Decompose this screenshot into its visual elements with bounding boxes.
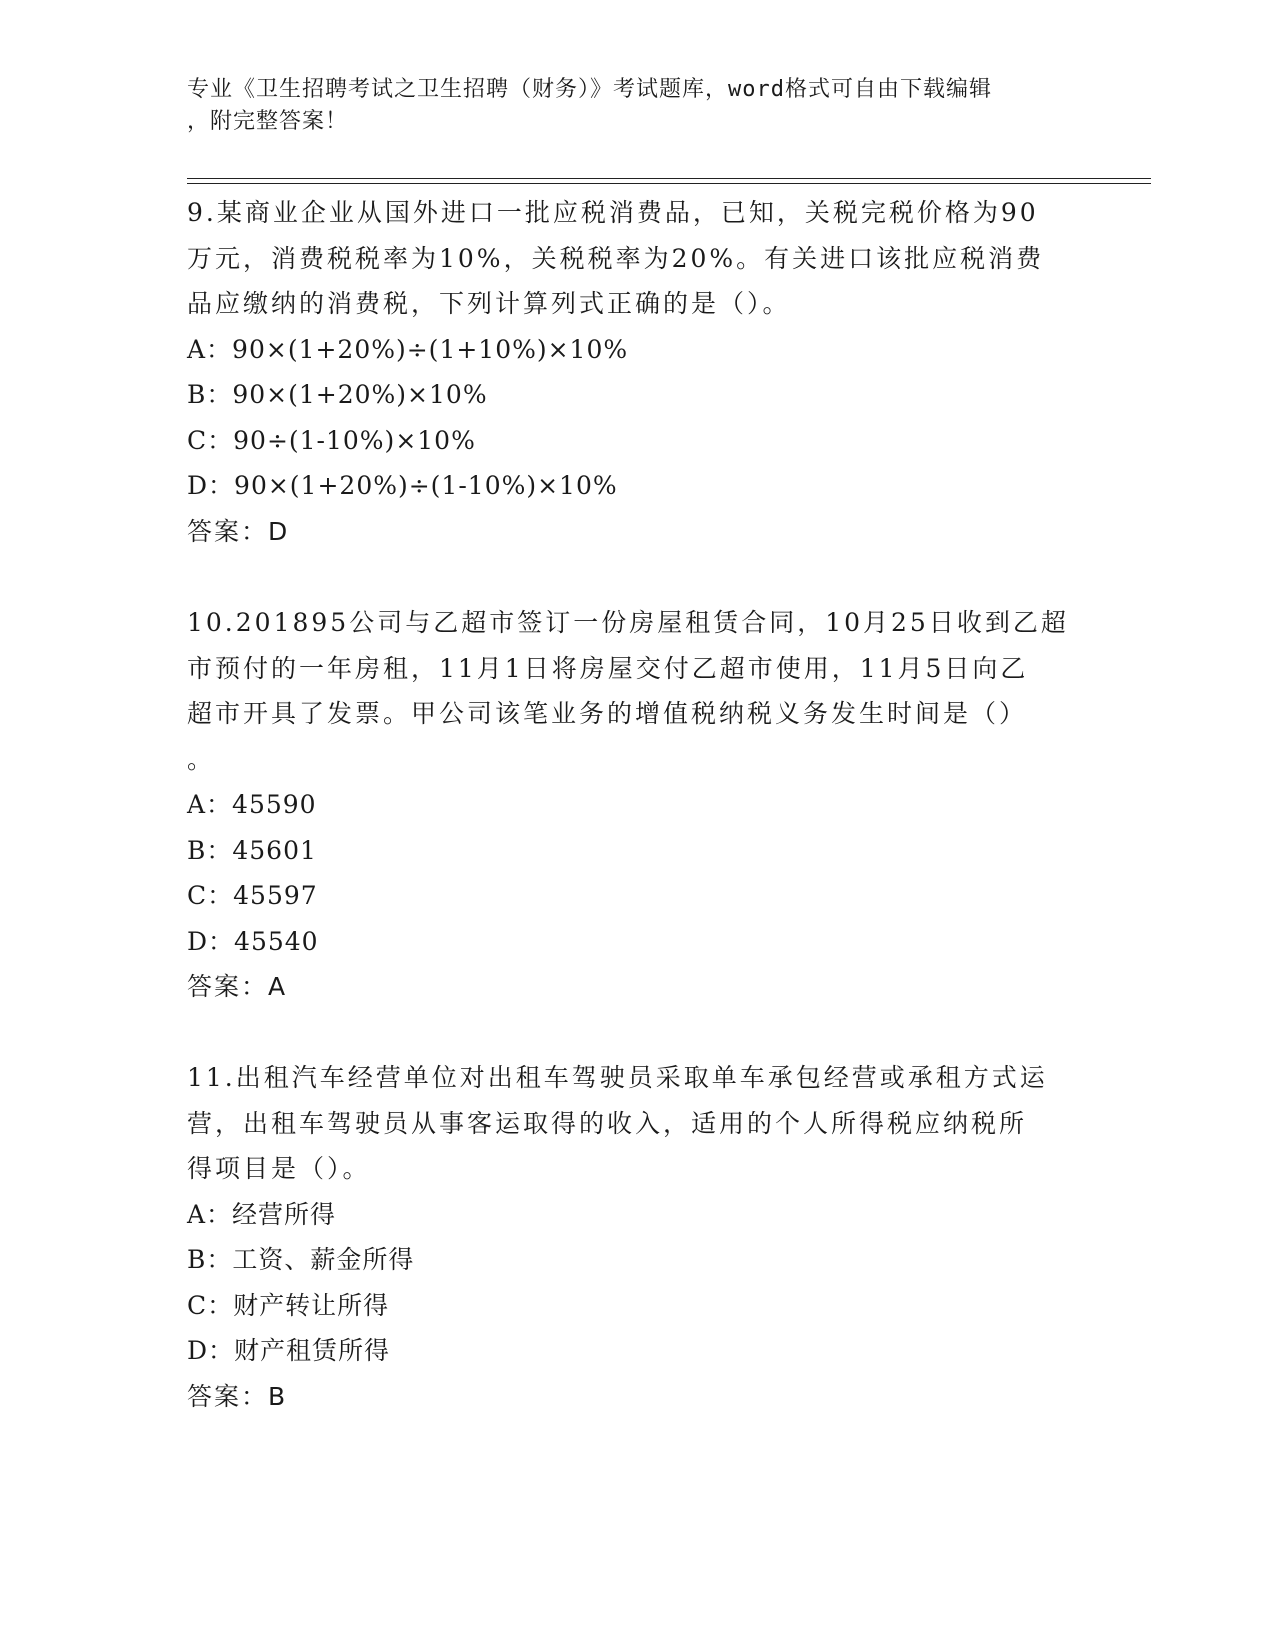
option-d: D：财产租赁所得 <box>187 1336 391 1365</box>
option-b: B：90×(1+20%)×10% <box>187 380 488 409</box>
question-stem <box>187 190 1087 327</box>
option-a: A：经营所得 <box>187 1199 337 1229</box>
answer: 答案：A <box>187 972 288 1001</box>
option-c: C：90÷(1-10%)×10% <box>187 425 476 455</box>
option-b: B：工资、薪金所得 <box>187 1245 415 1274</box>
stem-line: 10.201895公司与乙超市签订一份房屋租赁合同，10月25日收到乙超 <box>187 608 1069 637</box>
option-c: C：财产转让所得 <box>187 1290 390 1320</box>
stem-line: 万元，消费税税率为10%，关税税率为20%。有关进口该批应税消费 <box>187 243 1045 273</box>
stem-line: 。 <box>187 744 216 774</box>
header-divider-bottom <box>187 183 1151 184</box>
option-c: C：45597 <box>187 881 318 910</box>
header-line-2: ，附完整答案！ <box>187 109 349 134</box>
answer: 答案：D <box>187 516 290 546</box>
question-stem <box>187 600 1087 782</box>
stem-line: 市预付的一年房租，11月1日将房屋交付乙超市使用，11月5日向乙 <box>187 653 1029 683</box>
question-10 <box>187 600 1087 1010</box>
option-a: A：45590 <box>187 790 317 819</box>
option-d: D：45540 <box>187 926 319 956</box>
document-header <box>187 74 1067 138</box>
option-a: A：90×(1+20%)÷(1+10%)×10% <box>187 334 629 364</box>
stem-line: 品应缴纳的消费税，下列计算列式正确的是（）。 <box>187 289 791 318</box>
question-9 <box>187 190 1087 554</box>
stem-line: 得项目是（）。 <box>187 1154 371 1183</box>
option-b: B：45601 <box>187 835 317 865</box>
stem-line: 11.出租汽车经营单位对出租车驾驶员采取单车承包经营或承租方式运 <box>187 1063 1048 1092</box>
question-11 <box>187 1055 1087 1419</box>
answer: 答案：B <box>187 1381 288 1411</box>
stem-line: 营，出租车驾驶员从事客运取得的收入，适用的个人所得税应纳税所 <box>187 1108 1028 1138</box>
header-line-1: 专业《卫生招聘考试之卫生招聘（财务）》考试题库，word格式可自由下载编辑 <box>187 77 992 102</box>
option-d: D：90×(1+20%)÷(1-10%)×10% <box>187 471 618 500</box>
stem-line: 超市开具了发票。甲公司该笔业务的增值税纳税义务发生时间是（） <box>187 699 1028 728</box>
stem-line: 9.某商业企业从国外进口一批应税消费品，已知，关税完税价格为90 <box>187 198 1039 227</box>
question-stem <box>187 1055 1087 1192</box>
header-divider-top <box>187 178 1151 179</box>
